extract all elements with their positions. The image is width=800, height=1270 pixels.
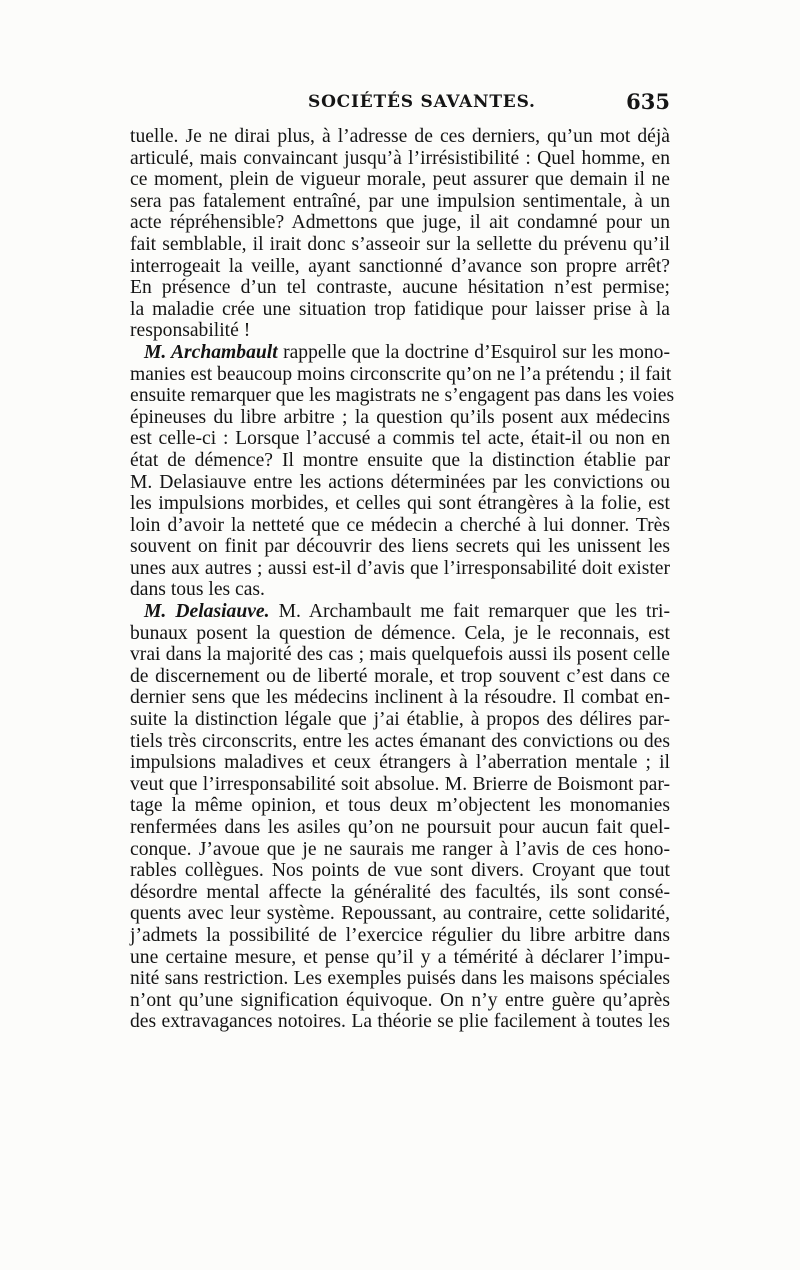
text-line: tiels très circonscrits, entre les actes émanant des convictions ou des [130,730,670,752]
text-line-rest: M. Archambault me fait remarquer que les tri- [269,601,670,623]
text-line: renfermées dans les asiles qu’on ne poursuit pour aucun fait quel- [130,817,670,838]
text-line-first [130,342,670,364]
running-head [130,89,670,118]
speaker-name: M. Archambault [144,341,278,363]
text-line-first [130,601,670,623]
text-line: nité sans restriction. Les exemples puisés dans les maisons spéciales [130,968,670,990]
text-line: les impulsions morbides, et celles qui sont étrangères à la folie, est [130,493,670,515]
text-line: fait semblable, il irait donc s’asseoir sur la sellette du prévenu qu’il [130,233,670,255]
text-line: responsabilité ! [130,320,251,342]
text-line: interrogeait la veille, ayant sanctionné d’avance son propre arrêt? [130,255,670,277]
text-line: tage la même opinion, et tous deux m’objectent les monomanies [130,795,670,817]
text-line: articulé, mais convaincant jusqu’à l’irrésistibilité : Quel homme, en [130,147,670,169]
speaker-name: M. Delasiauve. [144,601,270,623]
text-line: ensuite remarquer que les magistrats ne s’engagent pas dans les voies [130,385,675,407]
text-line: des extravagances notoires. La théorie se plie facilement à toutes les [130,1011,670,1033]
text-line: conque. J’avoue que je ne saurais me ranger à l’avis de ces hono- [130,838,670,860]
text-line: En présence d’un tel contraste, aucune hésitation n’est permise; [130,277,670,299]
text-line: impulsions maladives et ceux étrangers à l’aberration mentale ; il [130,752,670,774]
paragraph-3 [130,601,670,1033]
text-line: sera pas fatalement entraîné, par une impulsion sentimentale, à un [130,190,670,212]
page-number: 635 [626,89,670,114]
text-line: souvent on finit par découvrir des liens secrets qui les unissent les [130,536,670,558]
text-line: tuelle. Je ne dirai plus, à l’adresse de ces derniers, qu’un mot déjà [130,126,670,147]
text-line: dernier sens que les médecins inclinent à la résoudre. Il combat en- [130,687,670,709]
text-line: ce moment, plein de vigueur morale, peut assurer que demain il ne [130,169,670,191]
text-line: suite la distinction légale que j’ai établie, à propos des délires par- [130,709,670,731]
text-line: bunaux posent la question de démence. Cela, je le reconnais, est [130,622,670,644]
text-line: M. Delasiauve entre les actions déterminées par les convictions ou [130,471,670,493]
text-line: loin d’avoir la netteté que ce médecin a cherché à lui donner. Très [130,514,670,536]
text-line-rest: rappelle que la doctrine d’Esquirol sur les mono- [277,341,671,363]
paragraph-1 [130,126,670,342]
running-title: SOCIÉTÉS SAVANTES. [308,92,536,112]
text-line: acte répréhensible? Admettons que juge, il ait condamné pour un [130,212,670,234]
paragraph-2 [130,341,675,601]
text-line: manies est beaucoup moins circonscrite qu’on ne l’a prétendu ; il fait [130,363,672,385]
text-line: une certaine mesure, et pense qu’il y a témérité à déclarer l’impu- [130,946,670,968]
text-line: unes aux autres ; aussi est-il d’avis que l’irresponsabilité doit exister [130,557,670,579]
text-line: n’ont qu’une signification équivoque. On n’y entre guère qu’après [130,989,670,1011]
text-line: état de démence? Il montre ensuite que la distinction établie par [130,449,670,471]
text-line: j’admets la possibilité de l’exercice régulier du libre arbitre dans [130,924,670,946]
text-line: quents avec leur système. Repoussant, au contraire, cette solidarité, [130,903,670,925]
text-line: rables collègues. Nos points de vue sont divers. Croyant que tout [130,860,670,882]
text-line: est celle-ci : Lorsque l’accusé a commis tel acte, était-il ou non en [130,428,670,450]
body-text [130,126,675,1033]
text-line: épineuses du libre arbitre ; la question qu’ils posent aux médecins [130,406,670,428]
text-line: dans tous les cas. [130,579,265,601]
text-line: la maladie crée une situation trop fatidique pour laisser prise à la [130,298,670,320]
text-line: veut que l’irresponsabilité soit absolue. M. Brierre de Boismont par- [130,773,670,795]
text-line: vrai dans la majorité des cas ; mais quelquefois aussi ils posent celle [130,644,670,666]
text-line: de discernement ou de liberté morale, et trop souvent c’est dans ce [130,665,670,687]
text-line: désordre mental affecte la généralité des facultés, ils sont consé- [130,881,670,903]
